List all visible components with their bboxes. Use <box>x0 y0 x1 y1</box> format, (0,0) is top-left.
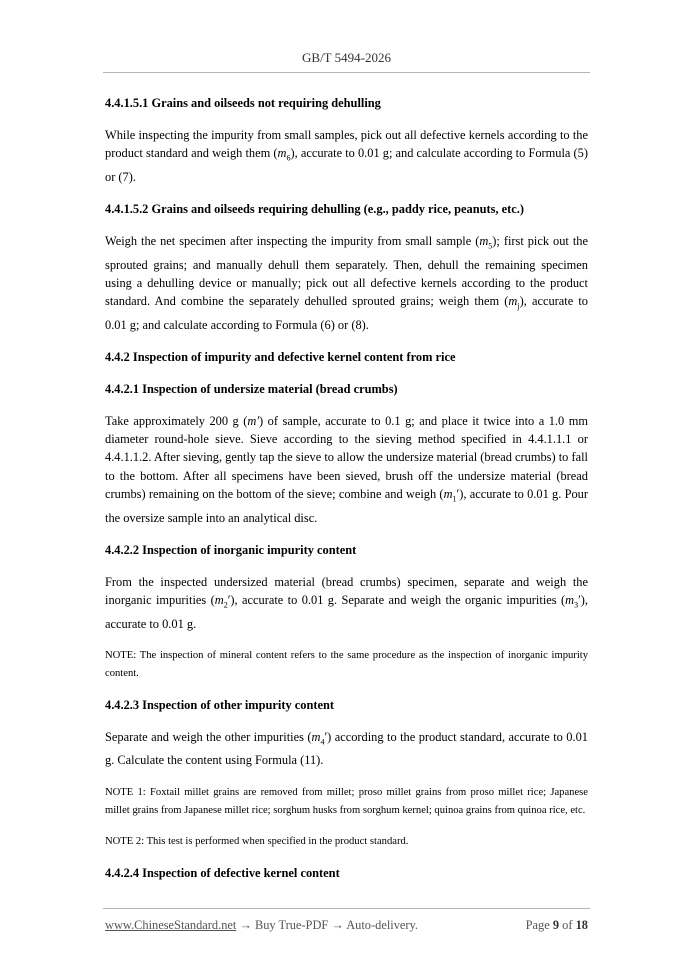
arrow-icon: → <box>331 918 344 932</box>
section-heading: 4.4.2 Inspection of impurity and defective kernel content from rice <box>105 350 456 365</box>
page-footer <box>105 918 588 933</box>
body-paragraph: Take approximately 200 g (m′) of sample, accurate to 0.1 g; and place it twice into a 1.0 mm diameter round-hole sieve. Sieve according to the sieving method specified in 4.4.1.1.1 or 4.4.1.1.2. After sieving, gently tap the sieve to allow the undersize material (bread crumbs) to fall to the bottom. After all specimens have been sieved, brush off the undersize material (bread crumbs) remaining on the bottom of the sieve; combine and weigh $(m_1')$, accurate to 0.01 g. Pour the oversize sample into an analytical disc. <box>105 414 588 525</box>
body-paragraph: Weigh the net specimen after inspecting the impurity from small sample $(m_5)$; first pick out the sprouted grains; and manually dehull them separately. Then, dehull the remaining specimen using a dehulling device or manually; pick out all defective kernels according to the product standard. And combine the separately dehulled sprouted grains; weigh them $(m_j)$, accurate to 0.01 g; and calculate according to Formula (6) or (8). <box>105 234 588 332</box>
section-heading: 4.4.2.1 Inspection of undersize material (bread crumbs) <box>105 382 398 397</box>
arrow-icon: → <box>239 918 252 932</box>
footer-rule <box>103 908 590 909</box>
header-rule <box>103 72 590 73</box>
page-header: GB/T 5494-2026 <box>302 50 391 65</box>
page-number: Page 9 of 18 <box>525 918 588 932</box>
page-body <box>105 94 588 896</box>
site-link[interactable]: www.ChineseStandard.net <box>105 918 237 932</box>
note-paragraph: NOTE 1: Foxtail millet grains are removed from millet; proso millet grains from proso millet rice; Japanese millet grains from Japanese millet rice; sorghum husks from sorghum kernel; quinoa grains from quinoa rice, etc. <box>105 786 588 816</box>
body-paragraph: While inspecting the impurity from small samples, pick out all defective kernels according to the product standard and weigh them $(m_6)$, accurate to 0.01 g; and calculate according to Formula (5) or (7). <box>105 128 588 184</box>
section-heading: 4.4.2.2 Inspection of inorganic impurity content <box>105 542 357 557</box>
section-heading: 4.4.2.4 Inspection of defective kernel content <box>105 865 340 880</box>
section-heading: 4.4.2.3 Inspection of other impurity content <box>105 697 334 712</box>
body-paragraph: Separate and weigh the other impurities $(m_4')$ according to the product standard, accurate to 0.01 g. Calculate the content using Formula (11). <box>105 729 588 768</box>
note-paragraph: NOTE 2: This test is performed when specified in the product standard. <box>105 835 409 847</box>
body-paragraph: From the inspected undersized material (bread crumbs) specimen, separate and weigh the inorganic impurities $(m_2')$, accurate to 0.01 g. Separate and weigh the organic impurities $(m_3')$, accurate to 0.01 g. <box>105 574 588 631</box>
section-heading: 4.4.1.5.2 Grains and oilseeds requiring dehulling (e.g., paddy rice, peanuts, etc.) <box>105 202 525 217</box>
delivery-text: Auto-delivery. <box>346 918 419 932</box>
section-heading: 4.4.1.5.1 Grains and oilseeds not requiring dehulling <box>105 96 381 110</box>
buy-link[interactable]: Buy True-PDF <box>254 918 329 932</box>
note-paragraph: NOTE: The inspection of mineral content refers to the same procedure as the inspection of inorganic impurity content. <box>105 649 588 679</box>
